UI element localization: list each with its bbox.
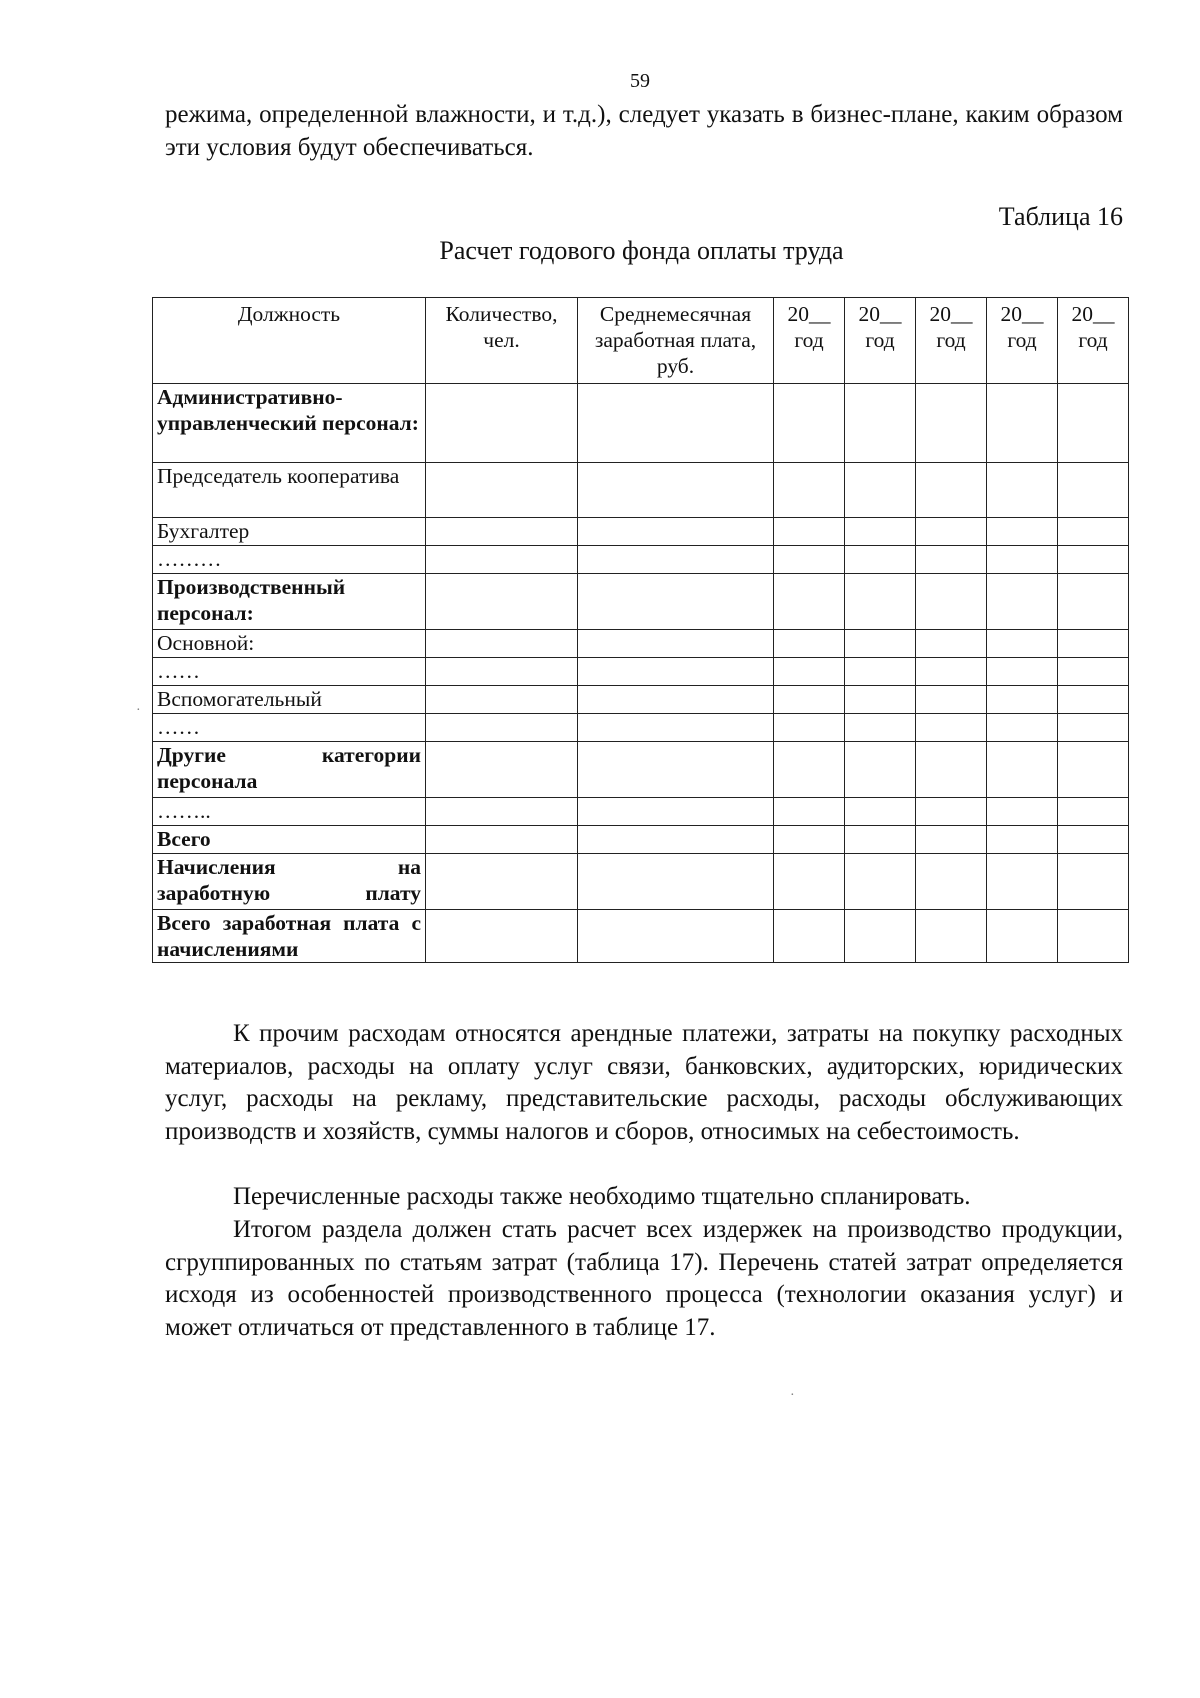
table-header-row bbox=[153, 298, 1129, 384]
table-row bbox=[153, 463, 1129, 518]
table-title: Расчет годового фонда оплаты труда bbox=[439, 236, 844, 265]
row-label: Всего bbox=[153, 826, 426, 854]
table-row bbox=[153, 742, 1129, 798]
table-row bbox=[153, 826, 1129, 854]
row-label: …… bbox=[153, 658, 426, 686]
header-year: 20__ год bbox=[916, 298, 987, 384]
row-label: Другие категории персонала bbox=[153, 742, 426, 798]
header-year: 20__ год bbox=[845, 298, 916, 384]
row-label: Административно-управленческий персонал: bbox=[153, 384, 426, 463]
scan-speck: · bbox=[790, 1388, 795, 1403]
body-paragraph: Итогом раздела должен стать расчет всех издержек на производство продукции, сгруппированных по статьям затрат (таблица 17). Перечень статей затрат определяется исходя из особенностей производственного процесса (технологии оказания услуг) и может отличаться от представленного в таблице 17. bbox=[165, 1216, 1123, 1341]
row-label: Председатель кооператива bbox=[153, 463, 426, 518]
table-row bbox=[153, 518, 1129, 546]
row-label: Производственный персонал: bbox=[153, 574, 426, 630]
salary-fund-table bbox=[152, 297, 1129, 963]
table-row bbox=[153, 910, 1129, 963]
body-paragraph: К прочим расходам относятся арендные платежи, затраты на покупку расходных материалов, расходы на оплату услуг связи, банковских, аудиторских, юридических услуг, расходы на рекламу, представительские расходы, расходы обслуживающих производств и хозяйств, суммы налогов и сборов, относимых на себестоимость. bbox=[165, 1020, 1123, 1145]
row-label: …… bbox=[153, 714, 426, 742]
header-count: Количество, чел. bbox=[426, 298, 578, 384]
page-number: 59 bbox=[630, 70, 650, 92]
scan-speck: · bbox=[136, 703, 141, 718]
header-year: 20__ год bbox=[987, 298, 1058, 384]
row-label: …….. bbox=[153, 798, 426, 826]
row-label: ……… bbox=[153, 546, 426, 574]
row-label: Всего заработная плата с начислениями bbox=[153, 910, 426, 963]
table-row bbox=[153, 574, 1129, 630]
row-label: Вспомогательный bbox=[153, 686, 426, 714]
table-row bbox=[153, 686, 1129, 714]
intro-paragraph: режима, определенной влажности, и т.д.), следует указать в бизнес-плане, каким образом эти условия будут обеспечиваться. bbox=[165, 101, 1123, 161]
header-position: Должность bbox=[153, 298, 426, 384]
table-row bbox=[153, 658, 1129, 686]
row-label: Бухгалтер bbox=[153, 518, 426, 546]
table-row bbox=[153, 630, 1129, 658]
header-avg-salary: Среднемесячная заработная плата, руб. bbox=[578, 298, 774, 384]
table-label: Таблица 16 bbox=[998, 202, 1123, 231]
table-row bbox=[153, 384, 1129, 463]
header-year: 20__ год bbox=[774, 298, 845, 384]
table-row bbox=[153, 854, 1129, 910]
row-label: Начисления на заработную плату bbox=[153, 854, 426, 910]
header-year: 20__ год bbox=[1058, 298, 1129, 384]
row-label: Основной: bbox=[153, 630, 426, 658]
body-paragraph: Перечисленные расходы также необходимо тщательно спланировать. bbox=[233, 1183, 971, 1210]
table-row bbox=[153, 714, 1129, 742]
table-row bbox=[153, 546, 1129, 574]
table-row bbox=[153, 798, 1129, 826]
